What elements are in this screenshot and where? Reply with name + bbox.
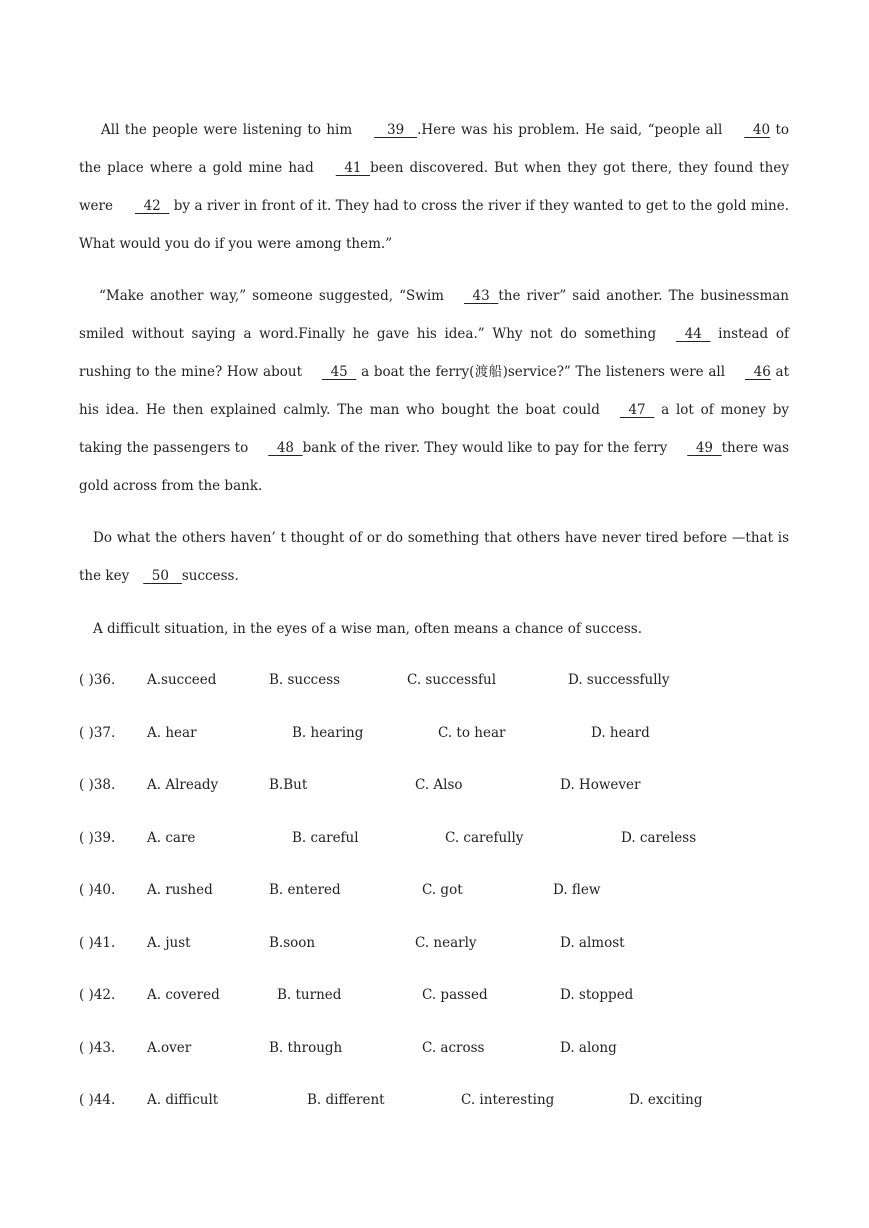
blank-46: 46 [753, 364, 771, 380]
option-b: B. through [269, 1040, 343, 1056]
paragraph-1 [79, 111, 789, 263]
paragraph-2 [79, 277, 789, 505]
text-span: “Make another way,” someone suggested, “Swim [99, 288, 444, 304]
option-c: C. successful [407, 672, 497, 688]
option-c: C. across [422, 1040, 485, 1056]
option-a: A. difficult [147, 1092, 219, 1108]
option-d: D. heard [591, 725, 650, 741]
option-d: D. However [560, 777, 641, 793]
option-b: B. entered [269, 882, 341, 898]
text-span: to the place where a gold mine had [79, 122, 789, 176]
blank-48: 48 [276, 440, 294, 456]
blank-44: 44 [684, 326, 702, 342]
option-a: A.succeed [147, 672, 217, 688]
question-number: ( )44. [79, 1092, 116, 1108]
option-a: A. care [147, 830, 196, 846]
blank-41: 41 [344, 160, 362, 176]
blank-40: 40 [752, 122, 771, 138]
question-number: ( )39. [79, 830, 116, 846]
option-d: D. successfully [568, 672, 670, 688]
option-b: B.But [269, 777, 308, 793]
option-b: B. hearing [292, 725, 364, 741]
option-d: D. flew [553, 882, 601, 898]
text-span: a lot of money by taking the passengers to [79, 402, 789, 456]
option-b: B. turned [277, 987, 342, 1003]
question-number: ( )40. [79, 882, 116, 898]
blank-42: 42 [143, 198, 161, 214]
option-a: A. hear [147, 725, 197, 741]
question-number: ( )43. [79, 1040, 116, 1056]
option-c: C. nearly [415, 935, 477, 951]
blank-39: 39 [387, 122, 405, 138]
option-b: B.soon [269, 935, 316, 951]
text-span: there was gold across from the bank. [79, 440, 790, 494]
option-a: A.over [147, 1040, 192, 1056]
text-span: by a river in front of it. They had to cross the river if they wanted to get to the gold mine. What would you do if you were among them.” [79, 198, 789, 252]
text-span: instead of rushing to the mine? How about [79, 326, 789, 380]
text-span: .Here was his problem. He said, “people all [417, 122, 723, 138]
option-c: C. Also [415, 777, 463, 793]
text-span: bank of the river. They would like to pay for the ferry [302, 440, 668, 456]
question-number: ( )41. [79, 935, 116, 951]
option-a: A. rushed [147, 882, 213, 898]
option-c: C. carefully [445, 830, 524, 846]
option-c: C. got [422, 882, 463, 898]
option-d: D. exciting [629, 1092, 703, 1108]
option-c: C. interesting [461, 1092, 555, 1108]
text-span: Do what the others haven’ t thought of or do something that others have never tired before —that is the key [79, 530, 789, 584]
blank-43: 43 [472, 288, 490, 304]
question-number: ( )36. [79, 672, 116, 688]
option-c: C. to hear [438, 725, 506, 741]
blank-49: 49 [695, 440, 713, 456]
question-number: ( )37. [79, 725, 116, 741]
text-span: a boat the ferry(渡船)service?” The listeners were all [361, 364, 726, 380]
option-b: B. different [307, 1092, 385, 1108]
option-c: C. passed [422, 987, 488, 1003]
option-a: A. just [147, 935, 191, 951]
text-span: been discovered. But when they got there, they found they were [79, 160, 789, 214]
paragraph-4: A difficult situation, in the eyes of a wise man, often means a chance of success. [93, 621, 643, 637]
blank-50: 50 [151, 568, 169, 584]
text-span: the river” said another. The businessman smiled without saying a word.Finally he gave his idea.” Why not do something [79, 288, 789, 342]
option-b: B. careful [292, 830, 359, 846]
blank-45: 45 [330, 364, 348, 380]
question-number: ( )38. [79, 777, 116, 793]
option-d: D. careless [621, 830, 697, 846]
option-d: D. along [560, 1040, 617, 1056]
text-span: success. [181, 568, 239, 584]
option-d: D. stopped [560, 987, 634, 1003]
blank-47: 47 [628, 402, 646, 418]
option-a: A. Already [147, 777, 219, 793]
option-d: D. almost [560, 935, 625, 951]
question-number: ( )42. [79, 987, 116, 1003]
text-span: at his idea. He then explained calmly. The man who bought the boat could [79, 364, 789, 418]
paragraph-3 [79, 519, 789, 595]
option-a: A. covered [147, 987, 220, 1003]
text-span: All the people were listening to him [101, 122, 353, 138]
option-b: B. success [269, 672, 341, 688]
